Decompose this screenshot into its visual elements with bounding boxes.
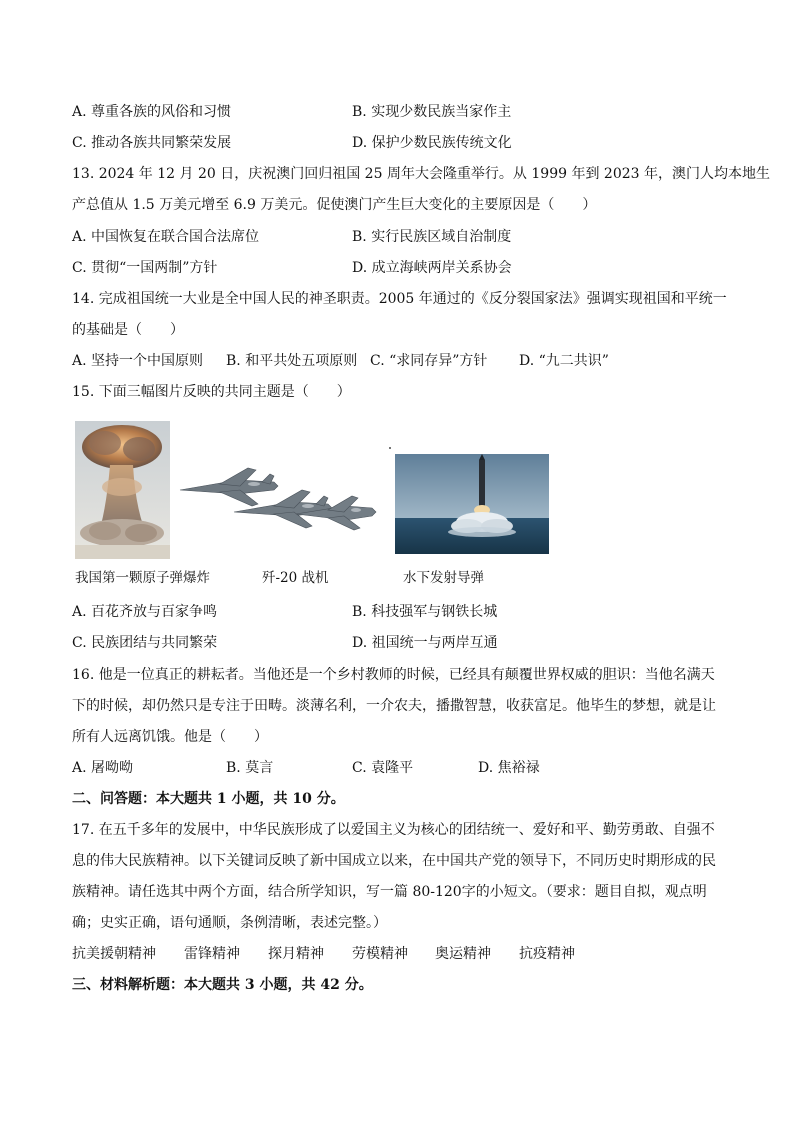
q12-option-c: C. 推动各族共同繁荣发展 [72, 135, 232, 151]
q17-keyword-4: 劳模精神 [352, 946, 408, 962]
section-2-heading: 二、问答题：本大题共 1 小题，共 10 分。 [72, 791, 345, 807]
q16-option-b: B. 莫言 [226, 760, 274, 776]
q13-option-c: C. 贯彻“一国两制”方针 [72, 260, 218, 276]
q17-keyword-3: 探月精神 [268, 946, 324, 962]
q14-stem-line1: 14. 完成祖国统一大业是全中国人民的神圣职责。2005 年通过的《反分裂国家法》强调实现祖国和平统一 [72, 291, 727, 307]
q13-option-b: B. 实行民族区域自治制度 [352, 229, 512, 245]
q14-stem-line2: 的基础是（ ） [72, 322, 184, 338]
underwater-missile-launch-image [395, 454, 549, 554]
q13-stem-line2: 产总值从 1.5 万美元增至 6.9 万美元。促使澳门产生巨大变化的主要原因是（ ） [72, 197, 597, 213]
stray-dot [389, 447, 391, 449]
q15-option-a: A. 百花齐放与百家争鸣 [72, 604, 218, 620]
q16-stem-line1: 16. 他是一位真正的耕耘者。当他还是一个乡村教师的时候，已经具有颠覆世界权威的胆识：当他名满天 [72, 667, 715, 683]
q17-keyword-5: 奥运精神 [435, 946, 491, 962]
q17-keyword-2: 雷锋精神 [184, 946, 240, 962]
q17-keyword-6: 抗疫精神 [519, 946, 575, 962]
caption-missile: 水下发射导弹 [403, 570, 484, 586]
q17-stem-line4: 确；史实正确，语句通顺，条例清晰，表述完整。） [72, 915, 387, 931]
q16-option-a: A. 屠呦呦 [72, 760, 134, 776]
q14-option-c: C. “求同存异”方针 [370, 353, 488, 369]
q17-keyword-1: 抗美援朝精神 [72, 946, 156, 962]
q13-stem-line1: 13. 2024 年 12 月 20 日，庆祝澳门回归祖国 25 周年大会隆重举行。从 1999 年到 2023 年，澳门人均本地生 [72, 166, 770, 182]
q15-option-d: D. 祖国统一与两岸互通 [352, 635, 498, 651]
q16-option-d: D. 焦裕禄 [478, 760, 540, 776]
j20-fighter-jets-image [178, 462, 378, 534]
q16-option-c: C. 袁隆平 [352, 760, 414, 776]
q15-option-b: B. 科技强军与钢铁长城 [352, 604, 498, 620]
q17-stem-line1: 17. 在五千多年的发展中，中华民族形成了以爱国主义为核心的团结统一、爱好和平、勤劳勇敢、自强不 [72, 822, 715, 838]
q17-stem-line2: 息的伟大民族精神。以下关键词反映了新中国成立以来，在中国共产党的领导下，不同历史时期形成的民 [72, 853, 716, 869]
q17-stem-line3: 族精神。请任选其中两个方面，结合所学知识，写一篇 80-120字的小短文。（要求：题目自拟，观点明 [72, 884, 707, 900]
q16-stem-line2: 下的时候，却仍然只是专注于田畴。淡薄名利，一介农夫，播撒智慧，收获富足。他毕生的梦想，就是让 [72, 698, 716, 714]
q13-option-a: A. 中国恢复在联合国合法席位 [72, 229, 260, 245]
q14-option-a: A. 坚持一个中国原则 [72, 353, 204, 369]
atomic-bomb-explosion-image [75, 421, 170, 559]
caption-atomic-bomb: 我国第一颗原子弹爆炸 [75, 570, 210, 586]
q12-option-b: B. 实现少数民族当家作主 [352, 104, 512, 120]
q12-option-a: A. 尊重各族的风俗和习惯 [72, 104, 232, 120]
q12-option-d: D. 保护少数民族传统文化 [352, 135, 512, 151]
q13-option-d: D. 成立海峡两岸关系协会 [352, 260, 512, 276]
q14-option-d: D. “九二共识” [519, 353, 609, 369]
caption-j20: 歼-20 战机 [262, 570, 329, 586]
q15-option-c: C. 民族团结与共同繁荣 [72, 635, 218, 651]
q15-stem: 15. 下面三幅图片反映的共同主题是（ ） [72, 384, 351, 400]
q16-stem-line3: 所有人远离饥饿。他是（ ） [72, 729, 268, 745]
q14-option-b: B. 和平共处五项原则 [226, 353, 358, 369]
section-3-heading: 三、材料解析题：本大题共 3 小题，共 42 分。 [72, 977, 373, 993]
